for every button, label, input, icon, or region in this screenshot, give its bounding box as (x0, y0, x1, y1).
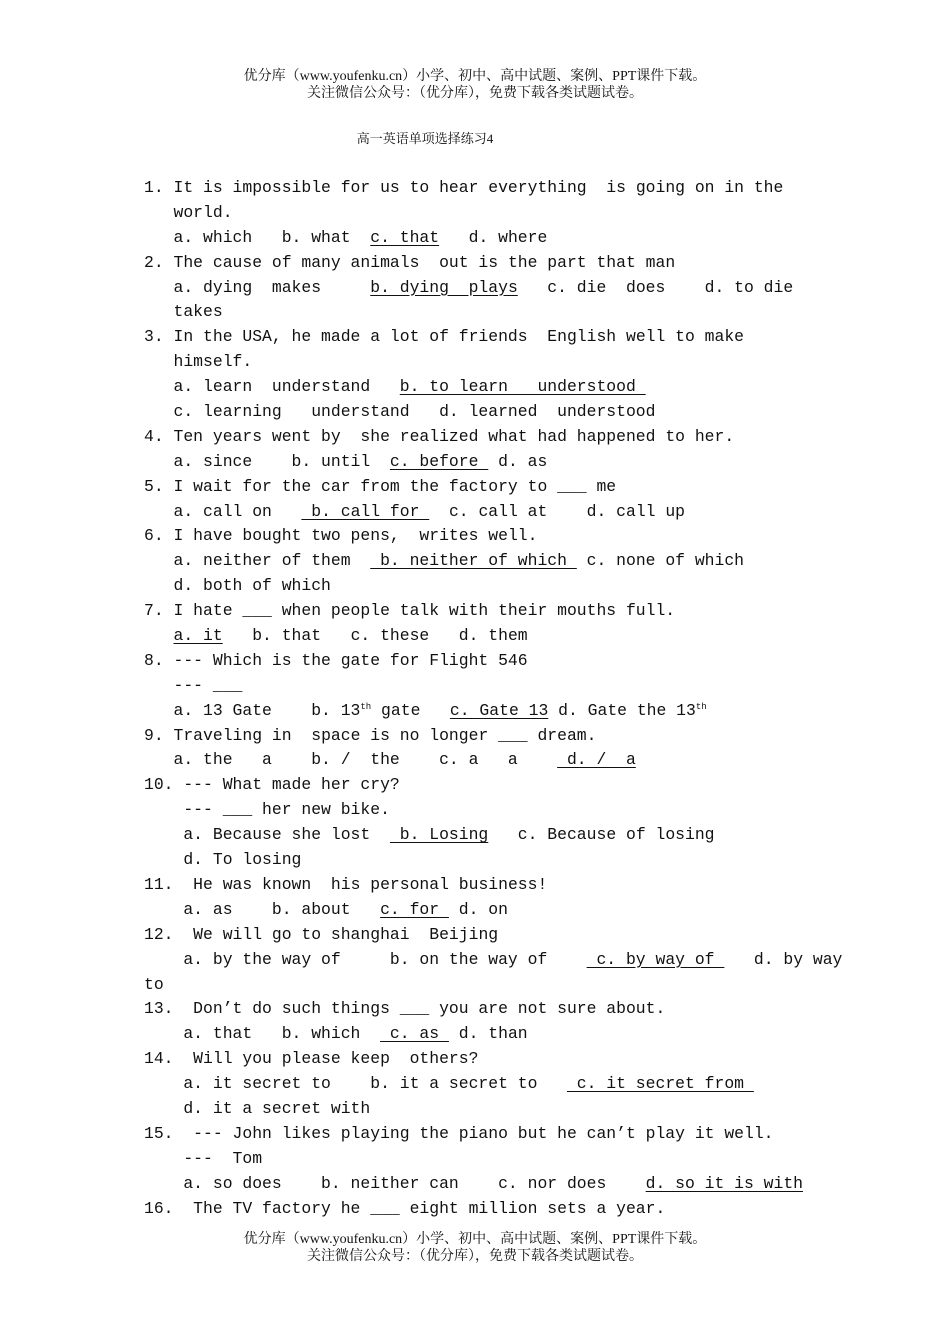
answer-underline: c. it secret from (566, 1074, 754, 1094)
text-line: 15. --- John likes playing the piano but he can’t play it well. (144, 1123, 774, 1143)
text-line: to (144, 974, 164, 994)
text-line: 5. I wait for the car from the factory to ___ me (144, 476, 617, 496)
answer-underline: a. it (173, 626, 223, 646)
text-line: 16. The TV factory he ___ eight million sets a year. (144, 1198, 666, 1218)
answer-underline: c. for (380, 899, 449, 919)
text-line: himself. (144, 352, 253, 372)
text-line: a. dying makes b. dying plays c. die does d. to die (144, 277, 794, 297)
header-line-2: 关注微信公众号：（优分库），免费下载各类试题试卷。 (307, 86, 643, 101)
text-line: a. so does b. neither can c. nor does d. so it is with (144, 1173, 804, 1193)
text-line: 11. He was known his personal business! (144, 874, 548, 894)
text-line: d. both of which (144, 576, 331, 596)
text-line: d. it a secret with (144, 1098, 371, 1118)
text-line: a. 13 Gate b. 13th gate c. Gate 13 d. Gate the 13th (144, 700, 707, 720)
text-line: 13. Don’t do such things ___ you are not sure about. (144, 999, 666, 1019)
answer-underline: c. as (380, 1024, 449, 1044)
text-line: takes (144, 302, 223, 322)
text-line: --- ___ her new bike. (144, 800, 390, 820)
footer-line-2: 关注微信公众号：（优分库），免费下载各类试题试卷。 (307, 1249, 643, 1264)
text-line: d. To losing (144, 850, 302, 870)
text-line: a. as b. about c. for d. on (144, 899, 508, 919)
text-line: 1. It is impossible for us to hear everything is going on in the (144, 178, 784, 197)
text-line: --- ___ (144, 675, 243, 695)
text-line: a. it secret to b. it a secret to c. it secret from (144, 1074, 754, 1094)
text-line: a. it b. that c. these d. them (173, 626, 528, 646)
text-line: a. since b. until c. before d. as (144, 451, 548, 471)
text-line: 8. --- Which is the gate for Flight 546 (144, 650, 528, 670)
answer-underline: b. neither of which (370, 551, 577, 571)
answer-underline: b. to learn understood (399, 377, 646, 397)
text-line: a. the a b. / the c. a a d. / a (144, 750, 636, 770)
answer-underline: c. Gate 13 (449, 700, 549, 720)
text-line: 10. --- What made her cry? (144, 775, 400, 795)
answer-underline: c. before (389, 451, 489, 471)
question-list (144, 176, 843, 1221)
header-line-1: 优分库（www.youfenku.cn）小学、初中、高中试题、案例、PPT课件下载。 (243, 69, 707, 84)
answer-underline: d. so it is with (645, 1173, 804, 1193)
text-line: a. which b. what c. that d. where (144, 227, 548, 247)
answer-underline: d. / a (557, 750, 636, 770)
text-line: a. by the way of b. on the way of c. by way of d. by way (144, 949, 843, 969)
text-line: 6. I have bought two pens, writes well. (144, 526, 538, 546)
answer-underline: c. that (370, 227, 440, 247)
text-line: c. learning understand d. learned understood (144, 402, 656, 422)
text-line: 14. Will you please keep others? (144, 1049, 479, 1069)
text-line: a. learn understand b. to learn understood (144, 377, 646, 397)
text-line: a. neither of them b. neither of which c. none of which (144, 551, 745, 571)
text-line: a. call on b. call for c. call at d. call up (144, 501, 686, 521)
answer-underline: c. by way of (586, 949, 725, 969)
text-line: 2. The cause of many animals out is the part that man (144, 252, 685, 272)
text-line: 7. I hate ___ when people talk with their mouths full. (144, 601, 676, 621)
footer-line-1: 优分库（www.youfenku.cn）小学、初中、高中试题、案例、PPT课件下载。 (243, 1232, 707, 1247)
text-line: world. (144, 202, 233, 222)
answer-underline: b. Losing (389, 825, 489, 845)
text-line: --- Tom (144, 1148, 263, 1168)
page-footer (0, 1231, 950, 1265)
text-line: 12. We will go to shanghai Beijing (144, 924, 499, 944)
page-title: 高一英语单项选择练习4 (356, 131, 494, 146)
text-line: 3. In the USA, he made a lot of friends English well to make (144, 327, 745, 347)
answer-underline: b. dying plays (370, 277, 518, 297)
superscript: th (360, 701, 372, 712)
text-line: a. Because she lost b. Losing c. Because of losing (144, 825, 715, 845)
text-line: 4. Ten years went by she realized what had happened to her. (144, 426, 735, 446)
superscript: th (695, 701, 707, 712)
page-header (0, 68, 950, 102)
answer-underline: b. call for (301, 501, 430, 521)
text-line: a. that b. which c. as d. than (144, 1024, 528, 1044)
text-line: 9. Traveling in space is no longer ___ dream. (144, 725, 597, 745)
